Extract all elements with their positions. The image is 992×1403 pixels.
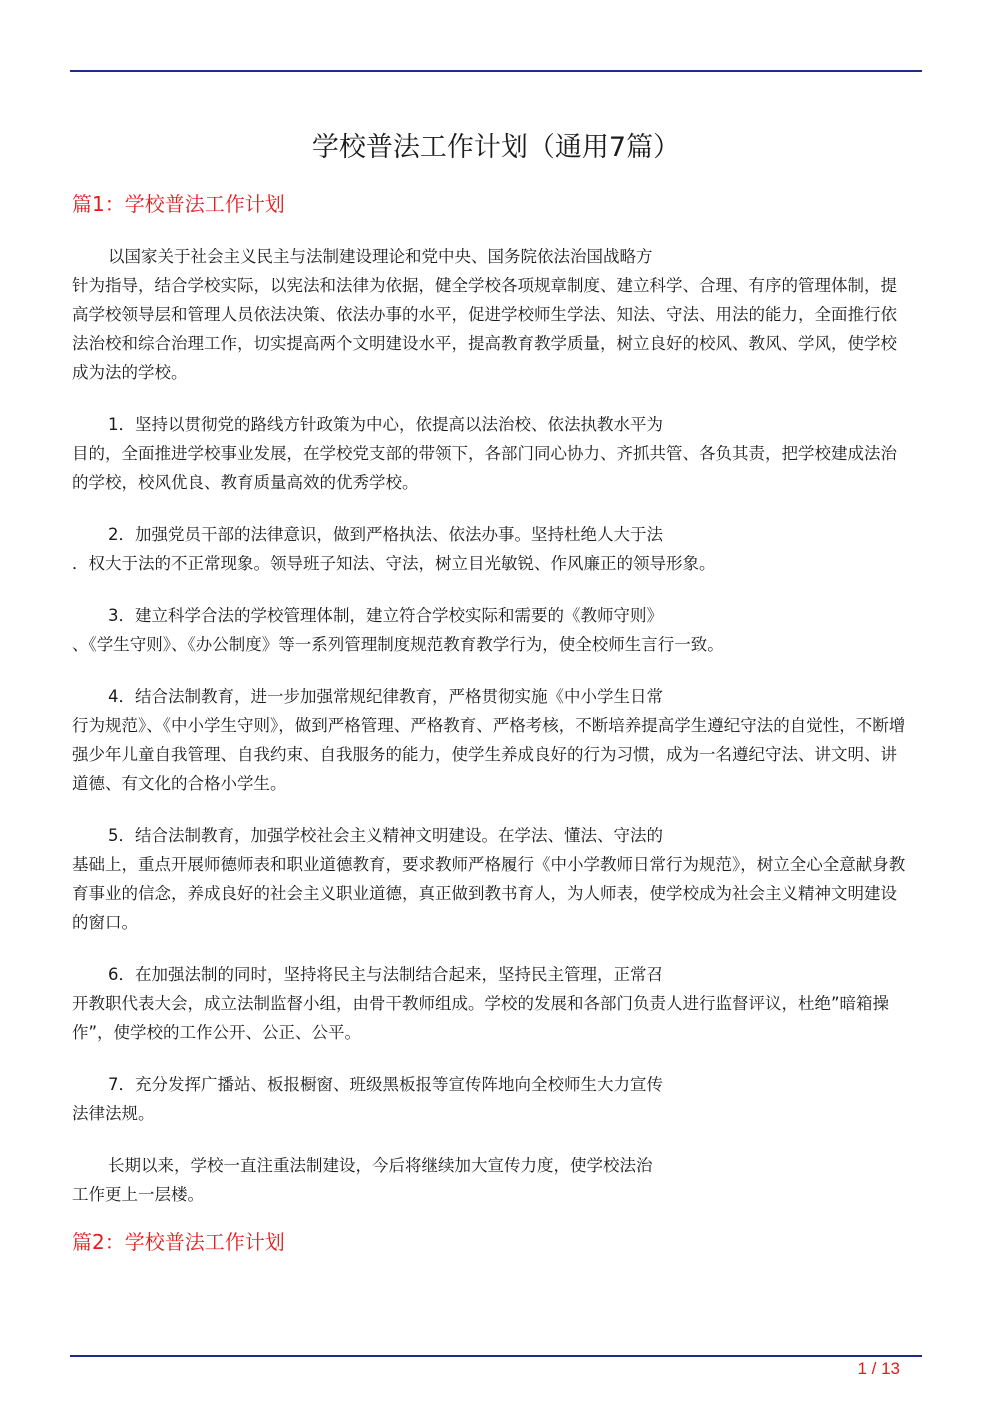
paragraph-item-1 [72, 410, 912, 497]
paragraph-continuation: 基础上，重点开展师德师表和职业道德教育，要求教师严格履行《中小学教师日常行为规范》，树立全心全意献身教育事业的信念，养成良好的社会主义职业道德，真正做到教书育人，为人师表，使学校成为社会主义精神文明建设的窗口。 [72, 855, 906, 932]
paragraph-continuation: 针为指导，结合学校实际，以宪法和法律为依据，健全学校各项规章制度、建立科学、合理、有序的管理体制，提高学校领导层和管理人员依法决策、依法办事的水平，促进学校师生学法、知法、守法、用法的能力，全面推行依法治校和综合治理工作，切实提高两个文明建设水平，提高教育教学质量，树立良好的校风、教风、学风，使学校成为法的学校。 [72, 276, 897, 382]
paragraph-continuation: 工作更上一层楼。 [72, 1185, 204, 1204]
paragraph-continuation: ．权大于法的不正常现象。领导班子知法、守法，树立目光敏锐、作风廉正的领导形象。 [72, 554, 716, 573]
paragraph-first-line: 2．加强党员干部的法律意识，做到严格执法、依法办事。坚持杜绝人大于法 [108, 525, 663, 544]
paragraph-first-line: 5．结合法制教育，加强学校社会主义精神文明建设。在学法、懂法、守法的 [108, 826, 663, 845]
paragraph-continuation: 、《学生守则》、《办公制度》等一系列管理制度规范教育教学行为，使全校师生言行一致。 [72, 635, 724, 654]
paragraph-intro [72, 242, 912, 387]
page-number: 1 / 13 [857, 1359, 900, 1378]
paragraph-item-2 [72, 520, 912, 578]
section-heading-2: 篇2：学校普法工作计划 [72, 1230, 285, 1254]
paragraph-item-4 [72, 682, 912, 798]
header-rule [70, 70, 922, 72]
document-title: 学校普法工作计划（通用7篇） [311, 132, 681, 163]
paragraph-item-6 [72, 960, 912, 1047]
paragraph-continuation: 法律法规。 [72, 1104, 155, 1123]
paragraph-first-line: 7．充分发挥广播站、板报橱窗、班级黑板报等宣传阵地向全校师生大力宣传 [108, 1075, 663, 1094]
paragraph-continuation: 开教职代表大会，成立法制监督小组，由骨干教师组成。学校的发展和各部门负责人进行监督评议，杜绝”暗箱操作”，使学校的工作公开、公正、公平。 [72, 994, 890, 1042]
paragraph-item-5 [72, 821, 912, 937]
paragraph-first-line: 以国家关于社会主义民主与法制建设理论和党中央、国务院依法治国战略方 [108, 247, 653, 266]
paragraph-first-line: 4．结合法制教育，进一步加强常规纪律教育，严格贯彻实施《中小学生日常 [108, 687, 663, 706]
paragraph-continuation: 行为规范》、《中小学生守则》，做到严格管理、严格教育、严格考核，不断培养提高学生遵纪守法的自觉性，不断增强少年儿童自我管理、自我约束、自我服务的能力，使学生养成良好的行为习惯，成为一名遵纪守法、讲文明、讲道德、有文化的合格小学生。 [72, 716, 906, 793]
section-1-body [72, 242, 912, 1232]
paragraph-continuation: 目的，全面推进学校事业发展，在学校党支部的带领下，各部门同心协力、齐抓共管、各负其责，把学校建成法治的学校，校风优良、教育质量高效的优秀学校。 [72, 444, 897, 492]
paragraph-first-line: 6．在加强法制的同时，坚持将民主与法制结合起来，坚持民主管理，正常召 [108, 965, 663, 984]
paragraph-first-line: 3．建立科学合法的学校管理体制，建立符合学校实际和需要的《教师守则》 [108, 606, 663, 625]
paragraph-item-3 [72, 601, 912, 659]
paragraph-conclusion [72, 1151, 912, 1209]
paragraph-first-line: 1．坚持以贯彻党的路线方针政策为中心，依提高以法治校、依法执教水平为 [108, 415, 663, 434]
paragraph-first-line: 长期以来，学校一直注重法制建设，今后将继续加大宣传力度，使学校法治 [108, 1156, 653, 1175]
section-heading-1: 篇1：学校普法工作计划 [72, 192, 285, 216]
paragraph-item-7 [72, 1070, 912, 1128]
